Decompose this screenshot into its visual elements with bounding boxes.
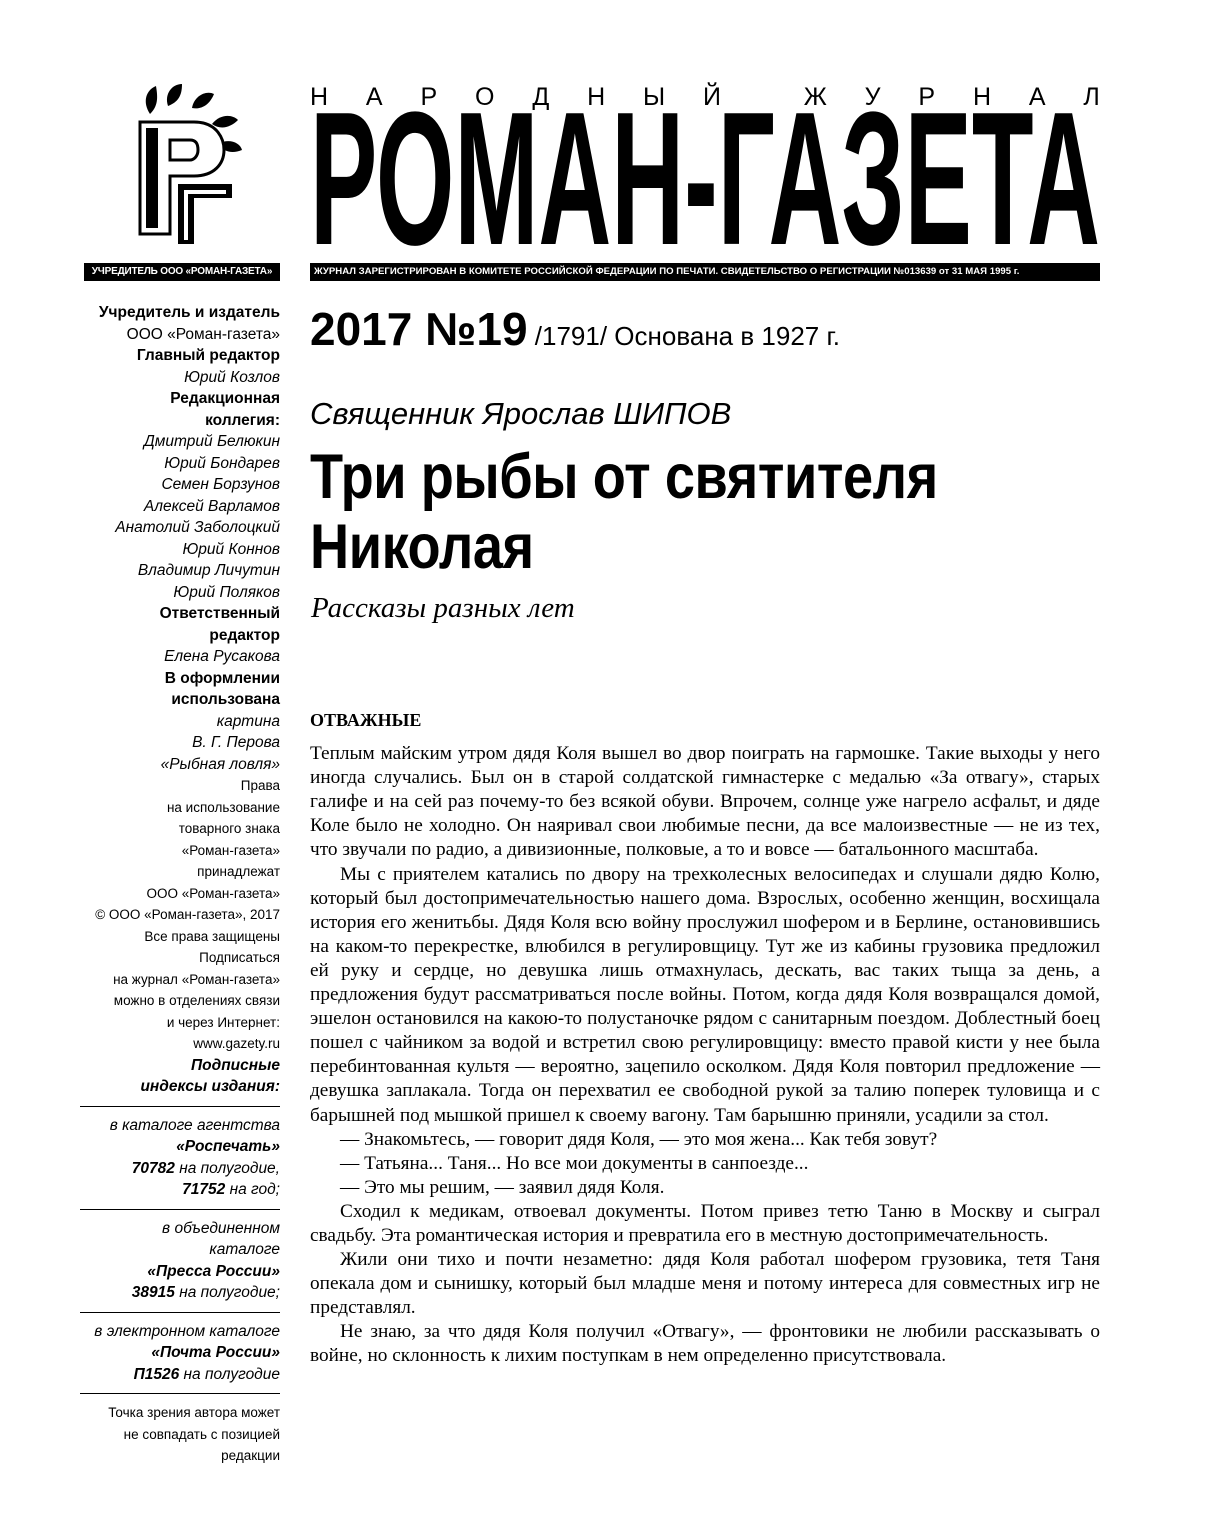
index-number: 71752 <box>182 1181 226 1198</box>
editor-heading: Главный редактор <box>136 347 280 364</box>
board-heading-1: Редакционная <box>170 390 280 407</box>
disclaimer-line: не совпадать с позицией <box>123 1426 280 1442</box>
supertitle-letter: А <box>365 83 383 111</box>
rights-line: товарного знака <box>178 821 280 836</box>
subscribe-line: Подписаться <box>199 950 280 965</box>
rights-line: принадлежат <box>197 864 280 879</box>
board-heading-2: коллегия: <box>205 411 280 429</box>
board-member: Семен Борзунов <box>161 476 280 493</box>
paragraph: Не знаю, за что дядя Коля получил «Отвагу», — фронтовики не любили рассказывать о войне, но склонность к лихим поступкам в нем определенно присутствовала. <box>310 1321 1100 1367</box>
supertitle-letter: Ж <box>803 83 827 111</box>
title-line: Николая <box>310 512 534 582</box>
supertitle-letter: Р <box>420 83 438 111</box>
rights-line: Все права защищены <box>144 928 280 944</box>
article-body <box>310 708 1100 1369</box>
resp-editor-heading-1: Ответственный <box>159 605 280 622</box>
imprint-sidebar <box>80 302 280 1467</box>
supertitle-letter: А <box>1028 83 1046 111</box>
rights-line: Права <box>240 778 280 793</box>
supertitle-letter: Р <box>918 83 936 111</box>
catalog-2-label: в объединенном <box>162 1219 280 1237</box>
board-member: Дмитрий Белюкин <box>143 433 280 450</box>
paragraph: — Знакомьтесь, — говорит дядя Коля, — это моя жена... Как тебя зовут? <box>340 1128 938 1150</box>
index-period: на полугодие, <box>174 1159 280 1177</box>
issue-line <box>310 303 840 362</box>
article-title <box>310 442 981 582</box>
catalog-1-label: в каталоге агентства <box>109 1116 280 1134</box>
rights-line: © ООО «Роман-газета», 2017 <box>95 907 280 922</box>
supertitle-letter: Н <box>587 83 606 111</box>
svg-text:РОМАН-ГАЗЕТА: РОМАН-ГАЗЕТА <box>310 104 1100 254</box>
supertitle-letter: Н <box>972 83 991 111</box>
index-period: на год; <box>225 1181 280 1198</box>
founder-bar: УЧРЕДИТЕЛЬ ООО «РОМАН-ГАЗЕТА» <box>84 263 280 281</box>
supertitle-letter: Й <box>703 83 722 111</box>
paragraph: — Татьяна... Таня... Но все мои документы в санпоезде... <box>340 1152 809 1174</box>
catalog-3-name: «Почта России» <box>151 1344 280 1361</box>
supertitle-letter: Н <box>310 83 329 111</box>
paragraph: Мы с приятелем катались по двору на трехколесных велосипедах и слушали дядю Колю, который был достопримечательностью нашего дома. Взрослых, особенно женщин, восхищала история его женитьбы. Дядя Коля всю войну прослужил шофером и в Берлине, остановившись на каком-то перекрестке, влюбился в регулировщицу. Тут же из кабины грузовика предложил ей руку и сердце, но девушка лишь отмахнулась, дескать, вас таких тыща за день, а предложения будут рассматриваться после войны. Потом, когда дядя Коля возвращался домой, эшелон остановился на какою-то полустаночке рядом с санитарным поездом. Доблестный боец пошел с чайником за водой и встретил свою регулировщицу: вместо правой кисти у нее была перебинтованная культя — вероятно, зацепило осколком. Дядя Коля повторил предложение — девушка заплакала. Тогда он перехватил ее свободной рукой за талию поперек туловища и с барышней под мышкой пришел к своему вагону. Там барышню приняли, усадили за стол. <box>310 863 1100 1126</box>
paragraph: Сходил к медикам, отвоевал документы. Потом привез тетю Таню в Москву и сыграл свадьбу. Эта романтическая история и превратила его в местную достопримечательность. <box>310 1200 1100 1246</box>
publisher: ООО «Роман-газета» <box>126 325 280 343</box>
publisher-heading: Учредитель и издатель <box>98 304 280 321</box>
board-member: Юрий Бондарев <box>164 454 280 472</box>
divider <box>80 1312 280 1313</box>
design-line: В. Г. Перова <box>192 734 280 751</box>
index-number: 38915 <box>131 1284 175 1301</box>
supertitle-letter: Л <box>1083 83 1100 111</box>
rights-line: ООО «Роман-газета» <box>146 885 280 901</box>
design-heading-2: использована <box>171 691 280 708</box>
board-member: Юрий Коннов <box>182 540 280 558</box>
supertitle-letter: Ы <box>643 83 666 111</box>
section-heading: ОТВАЖНЫЕ <box>310 710 422 730</box>
masthead-title <box>310 104 1100 254</box>
design-line: картина <box>216 712 280 730</box>
rights-line: на использование <box>166 799 280 815</box>
disclaimer-line: Точка зрения автора может <box>108 1405 280 1420</box>
rights-line: «Роман-газета» <box>181 842 280 858</box>
paragraph: Теплым майским утром дядя Коля вышел во двор поиграть на гармошке. Такие выходы у него иногда случались. Был он в старой солдатской гимнастерке с медалью «За отвагу», старых галифе и на сей раз почему-то без всякой обуви. Впрочем, солнце уже нагрело асфальт, и дяде Коле было не холодно. Он наяривал свои любимые песни, да все малоизвестные — не из тех, что звучали по радио, а дивизионные, полковые, а то и вовсе — батальонного масштаба. <box>310 743 1100 861</box>
design-line: «Рыбная ловля» <box>160 755 280 773</box>
index-period: на полугодие <box>179 1365 280 1383</box>
resp-editor-name: Елена Русакова <box>164 648 280 665</box>
editor-name: Юрий Козлов <box>184 368 280 386</box>
issue-number: 2017 №19 <box>310 303 528 355</box>
divider <box>80 1106 280 1107</box>
catalog-1-name: «Роспечать» <box>176 1138 280 1155</box>
supertitle-letter: У <box>864 83 881 111</box>
index-heading-1: Подписные <box>191 1056 280 1074</box>
catalog-2-label: каталоге <box>209 1241 280 1258</box>
supertitle-letter: Д <box>532 83 550 111</box>
paragraph: — Это мы решим, — заявил дядя Коля. <box>340 1176 665 1198</box>
divider <box>80 1209 280 1210</box>
board-member: Владимир Личутин <box>137 562 280 579</box>
board-member: Юрий Поляков <box>173 583 280 601</box>
registration-bar: ЖУРНАЛ ЗАРЕГИСТРИРОВАН В КОМИТЕТЕ РОССИЙСКОЙ ФЕДЕРАЦИИ ПО ПЕЧАТИ. СВИДЕТЕЛЬСТВО О РЕГИСТРАЦИИ №013639 от 31 МАЯ 1995 г. <box>310 263 1100 281</box>
resp-editor-heading-2: редактор <box>209 626 280 644</box>
disclaimer-line: редакции <box>221 1448 280 1463</box>
index-number: П1526 <box>133 1365 180 1383</box>
title-line: Три рыбы от святителя <box>310 442 938 512</box>
divider <box>80 1393 280 1394</box>
index-number: 70782 <box>131 1159 175 1177</box>
subscribe-line: можно в отделениях связи <box>113 993 280 1008</box>
website-link[interactable]: www.gazety.ru <box>193 1036 280 1051</box>
roman-gazeta-logo <box>132 84 242 249</box>
article-author: Священник Ярослав ШИПОВ <box>310 396 732 431</box>
catalog-2-name: «Пресса России» <box>147 1262 280 1280</box>
board-member: Алексей Варламов <box>143 497 280 515</box>
subscribe-line: на журнал «Роман-газета» <box>113 971 280 987</box>
catalog-3-label: в электронном каталоге <box>94 1322 280 1340</box>
index-period: на полугодие; <box>174 1284 280 1301</box>
board-member: Анатолий Заболоцкий <box>115 519 280 536</box>
supertitle-letter: О <box>475 83 495 111</box>
index-heading-2: индексы издания: <box>140 1078 280 1095</box>
paragraph: Жили они тихо и почти незаметно: дядя Коля работал шофером грузовика, тетя Таня опекала дом и сынишку, который был младше меня и потому интереса для совместных игр не представлял. <box>310 1249 1100 1319</box>
subscribe-line: и через Интернет: <box>166 1014 280 1030</box>
design-heading-1: В оформлении <box>164 669 280 687</box>
issue-info: /1791/ Основана в 1927 г. <box>527 321 840 351</box>
article-subtitle: Рассказы разных лет <box>311 592 575 624</box>
